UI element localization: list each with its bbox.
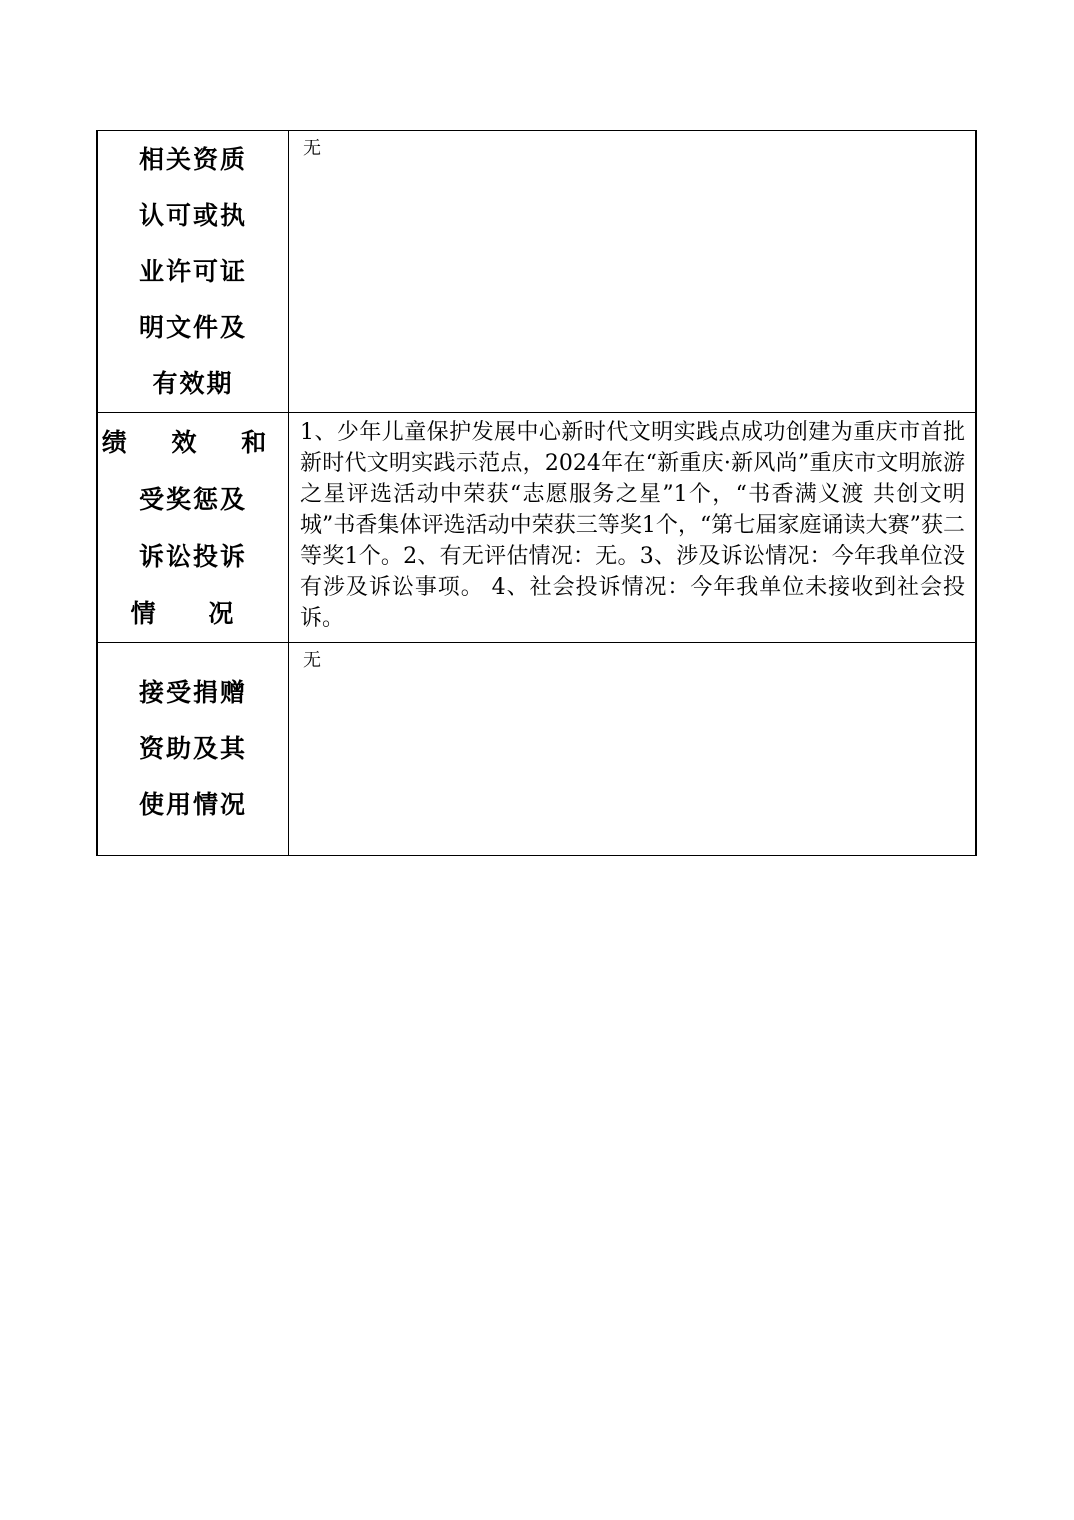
row-label-line: 认可或执: [138, 200, 247, 230]
row-label-line: 有效期: [152, 368, 234, 398]
row-label-line: 业许可证: [138, 256, 247, 286]
qualifications-value: 无: [303, 138, 321, 159]
row-label-line: 绩 效 和: [101, 427, 285, 457]
table-row-performance: [97, 413, 976, 643]
content-cell-donations: [289, 643, 977, 856]
table-row-qualifications: [97, 131, 976, 413]
performance-paragraph: 1、少年儿童保护发展中心新时代文明实践点成功创建为重庆市首批新时代文明实践示范点，2024年在“新重庆·新风尚”重庆市文明旅游之星评选活动中荣获“志愿服务之星”1个，“书香满义渡 共创文明城”书香集体评选活动中荣获三等奖1个，“第七届家庭诵读大赛”获二等奖1个。2、有无评估情况：无。3、涉及诉讼情况：今年我单位没有涉及诉讼事项。 4、社会投诉情况：今年我单位未接收到社会投诉。: [300, 420, 965, 631]
row-label-line: 明文件及: [138, 312, 247, 342]
row-label-line: 使用情况: [138, 790, 247, 819]
content-cell-qualifications: [289, 131, 977, 413]
row-label-line: 接受捐赠: [138, 678, 247, 707]
row-label-line: 情 况: [130, 598, 256, 628]
row-label-line: 受奖惩及: [138, 484, 247, 514]
label-cell-donations: [97, 643, 289, 856]
donations-value: 无: [303, 650, 321, 671]
label-cell-performance: [97, 413, 289, 643]
row-label-line: 资助及其: [138, 734, 247, 763]
table-row-donations: [97, 643, 976, 856]
label-cell-qualifications: [97, 131, 289, 413]
content-cell-performance: [289, 413, 977, 643]
row-label-line: 诉讼投诉: [138, 541, 247, 571]
row-label-line: 相关资质: [138, 144, 247, 174]
info-table: [96, 130, 977, 856]
